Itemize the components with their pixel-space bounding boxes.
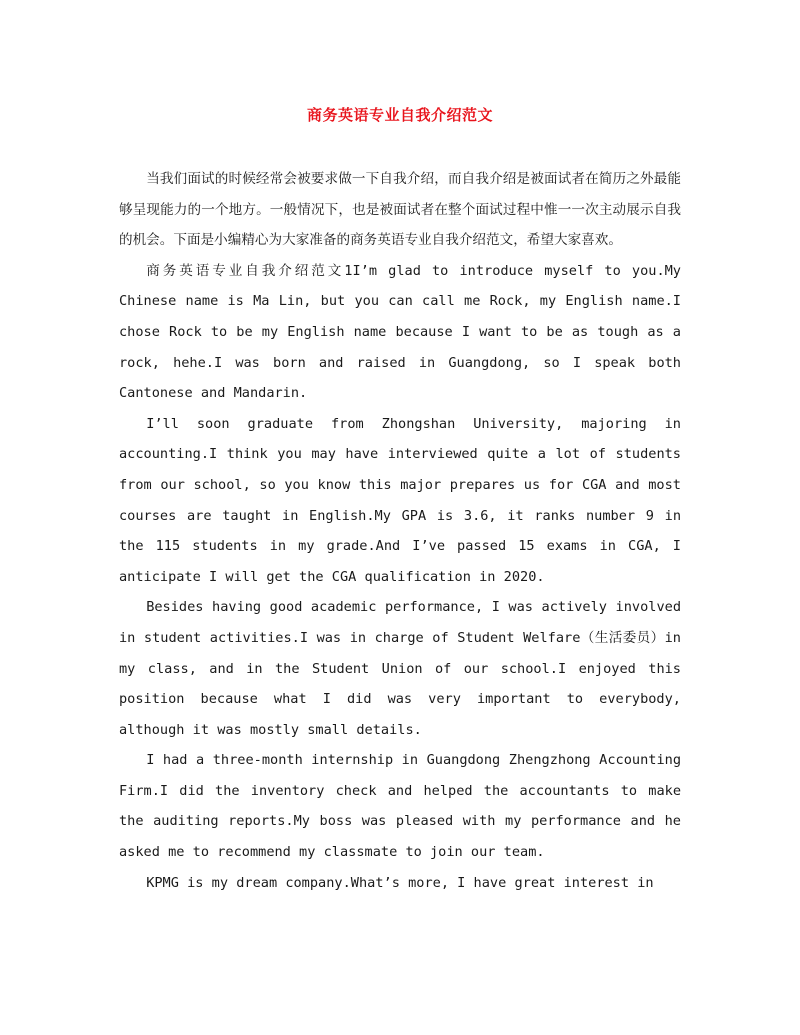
paragraph-intro: 当我们面试的时候经常会被要求做一下自我介绍，而自我介绍是被面试者在简历之外最能够呈现能力的一个地方。一般情况下，也是被面试者在整个面试过程中惟一一次主动展示自我的机会。下面是小编精心为大家准备的商务英语专业自我介绍范文，希望大家喜欢。 [119,171,681,249]
document-body [119,164,681,898]
paragraph-dream-company: KPMG is my dream company.What’s more, I have great interest in [146,874,654,891]
paragraph-education: I’ll soon graduate from Zhongshan University, majoring in accounting.I think you may have interviewed quite a lot of students from our school, so you know this major prepares us for CGA and most courses are taught in English.My GPA is 3.6, it ranks number 9 in the 115 students in my grade.And I’ve passed 15 exams in CGA, I anticipate I will get the CGA qualification in 2020. [119,415,681,585]
document-title: 商务英语专业自我介绍范文 [306,106,493,124]
paragraph-self-intro: 商务英语专业自我介绍范文1I’m glad to introduce myself to you.My Chinese name is Ma Lin, but you can call me Rock, my English name.I chose Rock to be my English name because I want to be as tough as a rock, hehe.I was born and raised in Guangdong, so I speak both Cantonese and Mandarin. [119,262,681,402]
paragraph-activities: Besides having good academic performance, I was actively involved in student activities.I was in charge of Student Welfare（生活委员）in my class, and in the Student Union of our school.I enjoyed this position because what I did was very important to everybody, although it was mostly small details. [119,599,681,738]
paragraph-internship: I had a three-month internship in Guangdong Zhengzhong Accounting Firm.I did the inventory check and helped the accountants to make the auditing reports.My boss was pleased with my performance and he asked me to recommend my classmate to join our team. [119,752,681,861]
